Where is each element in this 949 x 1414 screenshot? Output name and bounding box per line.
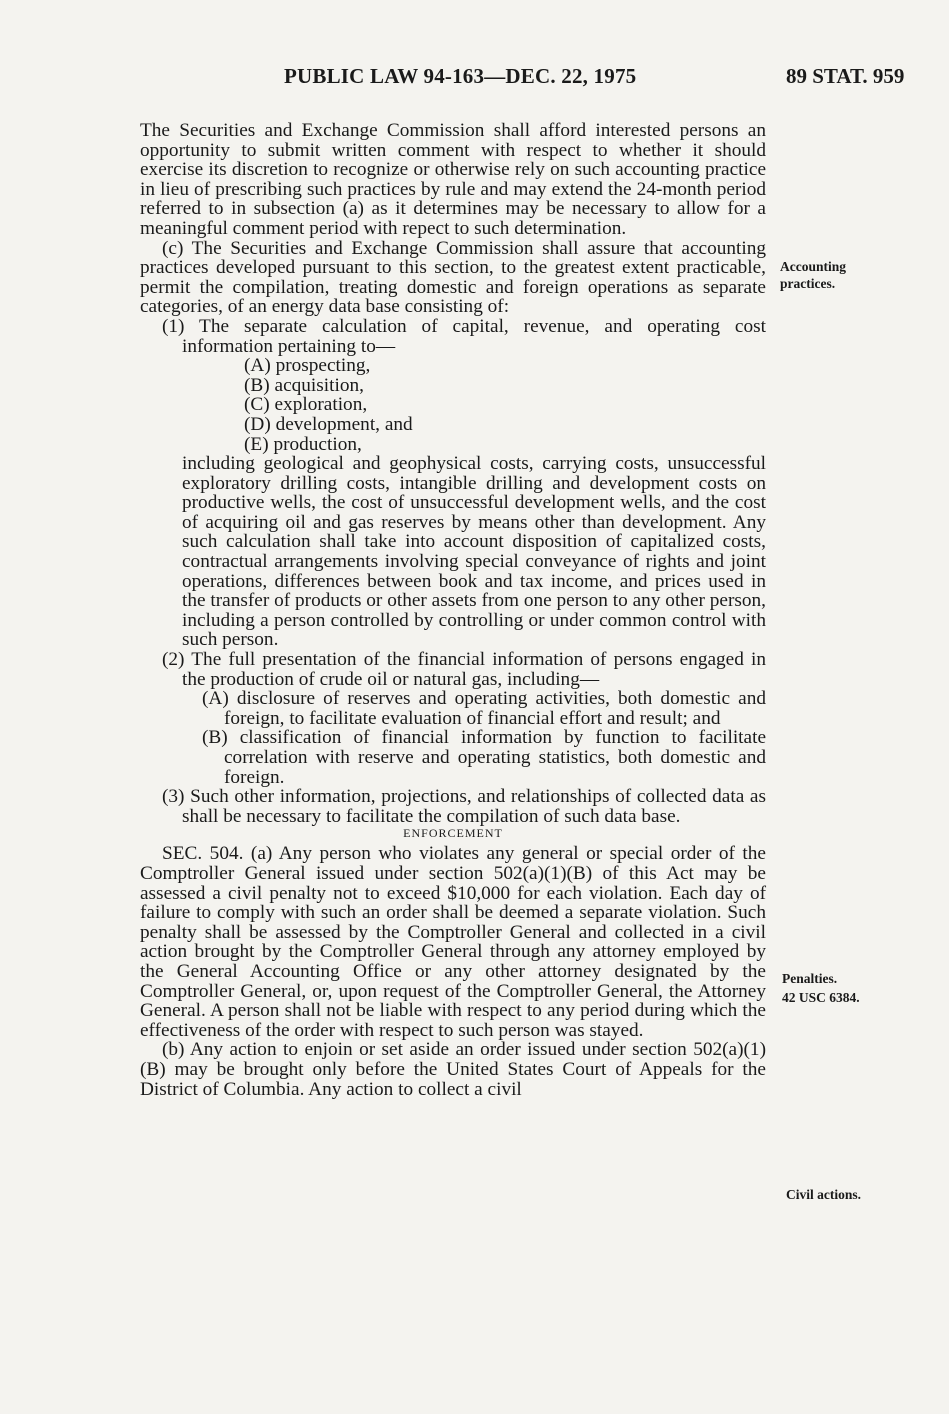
item-1-subitem: (C) exploration,	[244, 394, 368, 416]
section-heading: ENFORCEMENT	[403, 826, 503, 841]
item-3: (3) Such other information, projections, and relationships of collected data as shall be necessary to facilitate the compilation of such data base.	[162, 786, 766, 827]
margin-note-civil: Civil actions.	[786, 1187, 862, 1202]
margin-note-penalties-cite: 42 USC 6384.	[782, 990, 860, 1005]
item-1-subitem: (A) prospecting,	[244, 355, 371, 377]
page-header	[0, 64, 949, 94]
paragraph-comment: The Securities and Exchange Commission shall afford interested persons an opportunity to submit written comment with respect to whether it should exercise its discretion to recognize or otherwise rely on such accounting practice in lieu of prescribing such practices by rule and may extend the 24-month period referred to in subsection (a) as it determines may be necessary to allow for a meaningful comment period with repect to such determination.	[140, 120, 766, 239]
margin-note-penalties: Penalties.	[782, 971, 838, 986]
item-1: (1) The separate calculation of capital, revenue, and operating cost information pertaining to—	[162, 315, 766, 357]
running-head: PUBLIC LAW 94-163—DEC. 22, 1975	[284, 64, 637, 88]
section-504-b: (b) Any action to enjoin or set aside an order issued under section 502(a)(1)(B) may be brought only before the United States Court of Appeals for the District of Columbia. Any action to collect a civil	[140, 1039, 766, 1100]
item-1-subitem: (E) production,	[244, 433, 362, 455]
item-1-subitem: (D) development, and	[244, 413, 413, 435]
item-2-b: (B) classification of financial information by function to facilitate correlation with reserve and operating statistics, both domestic and foreign.	[202, 727, 766, 788]
item-1-subitem: (B) acquisition,	[244, 374, 364, 396]
margin-note-accounting: Accounting practices.	[780, 259, 847, 291]
body-text	[140, 121, 766, 1099]
item-2: (2) The full presentation of the financial information of persons engaged in the production of crude oil or natural gas, including—	[162, 649, 766, 690]
section-504-a: SEC. 504. (a) Any person who violates any general or special order of the Comptroller General issued under section 502(a)(1)(B) of this Act may be assessed a civil penalty not to exceed $10,000 for each violation. Each day of failure to comply with such an order shall be deemed a separate violation. Such penalty shall be assessed by the Comptroller General and collected in a civil action brought by the Comptroller General through any attorney employed by the General Accounting Office or any other attorney designated by the Comptroller General, or, upon request of the Comptroller General, the Attorney General. A person shall not be liable with respect to any period during which the effectiveness of the order with respect to such person was stayed.	[140, 843, 766, 1041]
paragraph-c: (c) The Securities and Exchange Commission shall assure that accounting practices developed pursuant to this section, to the greatest extent practicable, permit the compilation, treating domestic and foreign operations as separate categories, of an energy data base consisting of:	[140, 237, 766, 318]
item-1-continuation: including geological and geophysical costs, carrying costs, unsuccessful exploratory drilling costs, intangible drilling and development costs on productive wells, the cost of unsuccessful development wells, and the cost of acquiring oil and gas reserves by means other than development. Any such calculation shall take into account disposition of capitalized costs, contractual arrangements involving special conveyance of rights and joint operations, differences between book and tax income, and prices used in the transfer of products or other assets from one person to any other person, including a person controlled by controlling or under common control with such person.	[182, 453, 766, 651]
statute-page-number: 89 STAT. 959	[786, 64, 905, 88]
item-2-a: (A) disclosure of reserves and operating activities, both domestic and foreign, to facilitate evaluation of financial effort and result; and	[202, 688, 766, 729]
